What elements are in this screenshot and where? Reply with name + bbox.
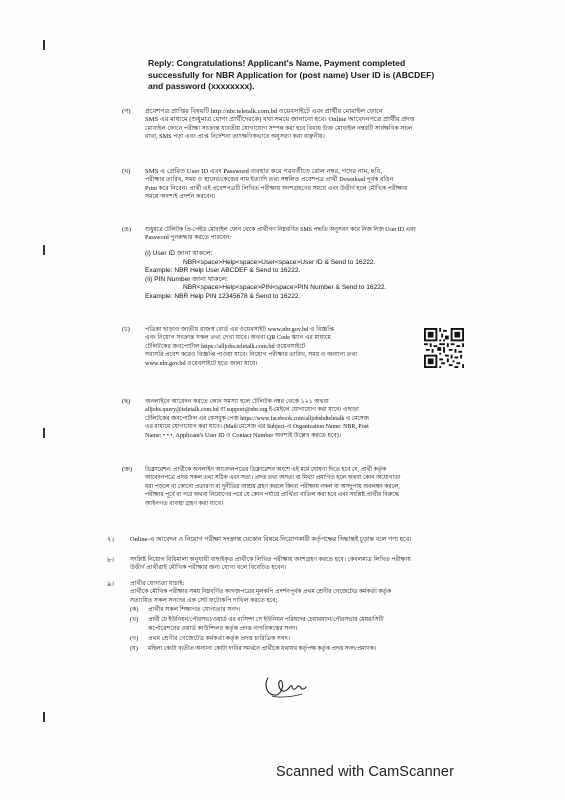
item-label: (ঘ) — [122, 168, 131, 175]
item-number: ৯। — [107, 580, 115, 588]
text-line: প্রার্থীর যোগ্যতা যাচাই: — [130, 580, 185, 587]
list-item — [130, 645, 480, 655]
text-line: এর মাধ্যমে যোগাযোগ করা যাবে। (Mail/মেসেজ এর Subject-এ Organization Name: NBR, Post — [145, 424, 369, 431]
sms-pin-heading: (ii) PIN Number জানা থাকলে: — [145, 275, 228, 283]
list-text: প্রার্থীর সকল শিক্ষাগত যোগ্যতার সনদ। — [148, 606, 241, 613]
text-line: টেলিটকের জবপোর্টাল এর ফেসবুক পেজ https://www.facebook.com/alljobsbdteletalk এ মেসেজ — [145, 415, 369, 422]
text-line: প্রার্থীকে মৌখিক পরীক্ষার সময় নিম্নবর্ণিত কাগজপত্রের মূলকপি প্রদর্শনপূর্বক প্রথম শ্রেণীর গেজেটেড কর্মকর্তা কর্তৃক — [130, 589, 392, 596]
item-label: (ছ) — [122, 398, 131, 405]
sms-userid-example: Example: NBR Help User ABCDEF & Send to 16222. — [145, 267, 301, 275]
list-text: প্রথম শ্রেণীর গেজেটেড কর্মকর্তা কর্তৃক প্রদত্ত চারিত্রিক সনদ। — [148, 635, 291, 642]
text-line: উত্তীর্ণ প্রার্থীরাই মৌখিক পরীক্ষার জন্য যোগ্য বলে বিবেচিত হবেন। — [130, 564, 287, 572]
reply-line: Reply: Congratulations! Applicant's Name, Payment completed — [148, 58, 406, 68]
list-text: কর্পোরেশনের ওয়ার্ড কাউন্সিলর কর্তৃক প্রদত্ত নাগরিকত্বের সনদ। — [148, 625, 298, 632]
camscanner-watermark: Scanned with CamScanner — [276, 764, 455, 780]
list-item — [130, 625, 480, 635]
text-line: সময়ে অবশ্যই প্রদর্শন করবেন। — [145, 193, 216, 201]
item-label: (ঙ) — [122, 226, 132, 233]
margin-mark — [43, 245, 45, 255]
margin-mark — [43, 40, 45, 50]
text-line: শুধুমাত্র টেলিটক প্রি-পেইড মোবাইল ফোন থেকে প্রার্থীগণ নিম্নবর্ণিত SMS পদ্ধতি অনুসরণ করে নিজ নিজ User ID এবং — [145, 227, 416, 233]
text-line: সত্যায়িত সকল সনদের এক সেট ফটোকপি দাখিল করতে হবে; — [130, 596, 278, 604]
list-item — [130, 606, 480, 616]
handwritten-signature — [262, 674, 310, 700]
text-line: www.nbr.gov.bd ওয়েবসাইটে হতে জানা যাবে। — [145, 359, 258, 367]
text-line: পত্রিকা ছাড়াও জাতীয় রাজস্ব বোর্ড এর ওয়েবসাইট www.nbr.gov.bd এ বিজ্ঞপ্তি — [145, 326, 335, 333]
text-line: সরাসরি প্রবেশ করেও বিজ্ঞপ্তি পাওয়া যাবে। নিয়োগ পরীক্ষার তারিখ, সময় ও অন্যান্য তথ্য — [145, 351, 358, 359]
list-item — [130, 616, 480, 625]
text-line: ধরা পড়লে বা কোনো প্রতারণা বা দুর্নীতির আশ্রয় গ্রহণ করলে কিংবা পরীক্ষায় নকল বা অসদুপায় অবলম্বন করলে, — [145, 483, 400, 490]
list-text: মহিলা কোটা ব্যতীত অন্যান্য কোটা দাবির সমর্থনে প্রার্থীকে যথাযথ কর্তৃপক্ষ কর্তৃক প্রদত্ত সনদ/প্রমাণক। — [148, 646, 376, 652]
text-line: ডিক্লারেশন: প্রার্থীকে অনলাইন আবেদনপত্রের ডিক্লারেশন অংশে এই মর্মে ঘোষণা দিতে হবে যে, প্রার্থী কর্তৃক — [145, 467, 387, 473]
sms-userid-command: NBR<space>Help<space>User<space>User ID & Send to 16222. — [183, 258, 376, 266]
text-line: Online-এ আবেদন ও নিয়োগ পরীক্ষা সংক্রান্ত যেকোন বিষয়ে নিয়োগকারী কর্তৃপক্ষের সিদ্ধান্তই চূড়ান্ত বলে গণ্য হবে। — [130, 536, 412, 543]
text-line: SMS এ প্রেরিত User ID এবং Password ব্যবহার করে পরবর্তীতে রোল নম্বর, পদের নাম, ছবি, — [145, 168, 383, 175]
list-label: (ক) — [130, 606, 139, 613]
list-label: (গ) — [130, 635, 139, 642]
sms-userid-heading: (i) User ID জানা থাকলে: — [145, 250, 213, 257]
text-line: রাখা, SMS পড়া এবং প্রাপ্ত নির্দেশনা তাৎক্ষণিকভাবে অনুসরণ করা বাঞ্ছনীয়। — [145, 133, 325, 141]
margin-mark — [43, 712, 45, 722]
text-line: প্রবেশপত্র প্রাপ্তির বিষয়টি http://nbr.teletalk.com.bd ওয়েবসাইটে এবং প্রার্থীর মোবাইল ফোনে — [145, 108, 383, 115]
text-line: পরীক্ষার পূর্বে বা পরে অথবা নিয়োগের পরে যে কোন পর্যায়ে প্রার্থিতা বাতিল করা হবে এবং সংশ্লিষ্ট প্রার্থীর বিরুদ্ধে — [145, 492, 399, 499]
text-line: পরীক্ষার তারিখ, সময় ও স্থানের/কেন্দ্রের নাম ইত্যাদি তথ্য সম্বলিত প্রবেশপত্র প্রার্থী Download পূর্বক রঙিন — [145, 176, 394, 184]
sms-pin-command: NBR<space>Help<space>PIN<space>PIN Number & Send to 16222. — [183, 284, 387, 292]
text-line: সংশ্লিষ্ট নিয়োগ বিধিমালা অনুযায়ী বাছাইকৃত প্রার্থীকে লিখিত পরীক্ষায় অংশগ্রহণ করতে হবে। কেবলমাত্র লিখিত পরীক্ষায় — [130, 557, 411, 563]
list-label: (ঘ) — [130, 645, 138, 652]
text-line: অনলাইনে আবেদন করতে কোন সমস্যা হলে টেলিটক নম্বর থেকে ১২১ অথবা — [145, 398, 329, 405]
margin-mark — [43, 428, 45, 438]
sms-reply-sample — [148, 58, 493, 93]
text-line: Name: • • •, Applicant's User ID ও Contact Number অবশ্যই উল্লেখ করতে হবে)। — [145, 431, 342, 439]
item-number: ৭। — [107, 536, 115, 544]
text-line: আইনগত ব্যবস্থা গ্রহণ করা যাবে। — [145, 499, 224, 507]
text-line: Print করে নিবেন। প্রার্থী এই প্রবেশপত্রটি লিখিত পরীক্ষায় অংশগ্রহণের সময়ে এবং উত্তীর্ণ হলে মৌখিক পরীক্ষার — [145, 184, 408, 192]
item-number: ৮। — [107, 556, 115, 564]
item-label: (গ) — [122, 108, 131, 115]
list-item — [130, 635, 480, 645]
text-line: মোবাইল ফোনে পরীক্ষা সংক্রান্ত যাবতীয় যোগাযোগ সম্পন্ন করা হবে বিধায় উক্ত মোবাইল নম্বরটি সার্বক্ষণিক সচল — [145, 124, 413, 132]
list-text: প্রার্থী যে ইউনিয়ন/পৌরসভা/ওয়ার্ড এর বাসিন্দা সে ইউনিয়ন পরিষদের চেয়ারম্যান/পৌরসভার মেয়র/সিটি — [148, 617, 384, 623]
item-label: (চ) — [122, 326, 130, 333]
sms-pin-example: Example: NBR Help PIN 12345678 & Send to 16222. — [145, 292, 301, 300]
item-label: (জ) — [122, 466, 133, 473]
qr-code-image — [424, 328, 464, 368]
text-line: এবং নিয়োগ সংক্রান্ত সকল তথ্য দেখা যাবে। অথবা QR Code স্ক্যান এর মাধ্যমে — [145, 334, 331, 342]
reply-line: successfully for NBR Application for (post name) User ID is (ABCDEF) — [148, 69, 435, 80]
text-line: SMS এর মাধ্যমে (শুধুমাত্র যোগ্য প্রার্থীদেরকে) যথা সময়ে জানানো হবে। Online আবেদনপত্রে প্রার্থীর প্রদত্ত — [145, 116, 415, 124]
text-line: টেলিটকের জবপোর্টাল https://alljobs.teletalk.com.bd ওয়েবসাইটে — [145, 342, 306, 350]
list-label: (খ) — [130, 616, 139, 623]
reply-line: and password (xxxxxxxx). — [148, 81, 255, 91]
text-line: Password পুনরুদ্ধার করতে পারবেন: — [145, 234, 232, 242]
text-line: আবেদনপত্রে প্রদত্ত সকল তথ্য সঠিক এবং সত্য। প্রদত্ত তথ্য অসত্য বা মিথ্যা প্রমাণিত হলে অথবা কোন অযোগ্যতা — [145, 475, 401, 482]
text-line: alljobs.query@teletalk.com.bd বা support@nbr.org ই-মেইলে যোগাযোগ করা যাবে। এছাড়া — [145, 407, 359, 414]
